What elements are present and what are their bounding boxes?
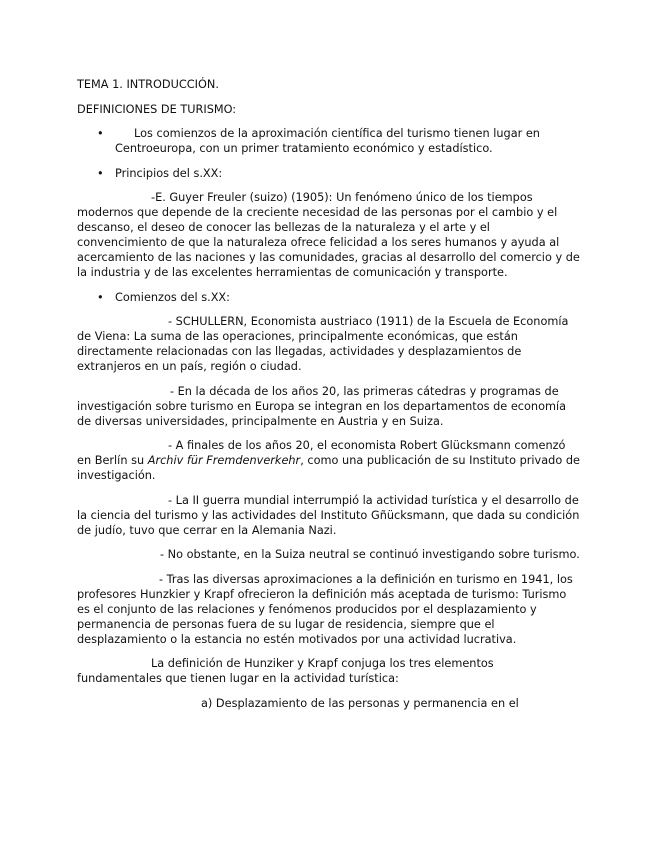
list-item-a: a) Desplazamiento de las personas y permanencia en el [201,696,519,710]
bullet-item [77,166,582,181]
bullet-icon: • [97,166,104,180]
bullet-text: Principios del s.XX: [115,166,223,180]
paragraph-suiza: - No obstante, en la Suiza neutral se continuó investigando sobre turismo. [160,548,580,561]
glucksmann-text-end: , como una publicación de su Instituto privado de investigación. [77,454,580,482]
bullet-item [77,290,582,305]
paragraph-hunzkier: - Tras las diversas aproximaciones a la definición en turismo en 1941, los profesores Hunzkier y Krapf ofrecieron la definición más aceptada de turismo: Turismo es el conjunto de las relaciones y fenómenos producidos por el desplazamiento y permanencia de personas fuera de su lugar de residencia, siempre que el desplazamiento o la estancia no estén motivados por una actividad lucrativa. [77,572,573,646]
bullet-item [77,126,582,156]
bullet-icon: • [97,127,104,140]
bullet-text: Comienzos del s.XX: [115,290,230,304]
paragraph-conjuga: La definición de Hunziker y Krapf conjuga los tres elementos fundamentales que tienen lugar en la actividad turística: [77,657,494,685]
paragraph-glucksmann [77,438,582,483]
bullet-text: Los comienzos de la aproximación científica del turismo tienen lugar en Centroeuropa, con un primer tratamiento económico y estadístico. [115,127,540,155]
paragraph-schullern: - SCHULLERN, Economista austriaco (1911) de la Escuela de Economía de Viena: La suma de las operaciones, principalmente económicas, que están directamente relacionadas con las llegadas, actividades y desplazamientos de extranjeros en un país, región o ciudad. [77,315,569,373]
paragraph-guerra: - La II guerra mundial interrumpió la actividad turística y el desarrollo de la ciencia del turismo y las actividades del Instituto Gñücksmann, que dada su condición de judío, tuvo que cerrar en la Alemania Nazi. [77,493,580,537]
archive-title: Archiv für Fremdenverkehr [147,454,301,467]
bullet-icon: • [97,290,104,304]
glucksmann-text-start: - A finales de los años 20, el economista Robert Glücksmann comenzó en Berlín su [77,439,566,467]
section-subheading: DEFINICIONES DE TURISMO: [77,102,237,116]
document-page [77,77,582,711]
document-heading: TEMA 1. INTRODUCCIÓN. [77,78,219,91]
paragraph-guyer: -E. Guyer Freuler (suizo) (1905): Un fenómeno único de los tiempos modernos que depende de la creciente necesidad de las personas por el cambio y el descanso, el deseo de conocer las bellezas de la naturaleza y el arte y el convencimiento de que la naturaleza ofrece felicidad a los seres humanos y ayuda al acercamiento de las naciones y las comunidades, gracias al desarrollo del comercio y de la industria y de las excelentes herramientas de comunicación y transporte. [77,191,580,279]
paragraph-decada: - En la década de los años 20, las primeras cátedras y programas de investigación sobre turismo en Europa se integran en los departamentos de economía de diversas universidades, principalmente en Austria y en Suiza. [77,384,567,428]
